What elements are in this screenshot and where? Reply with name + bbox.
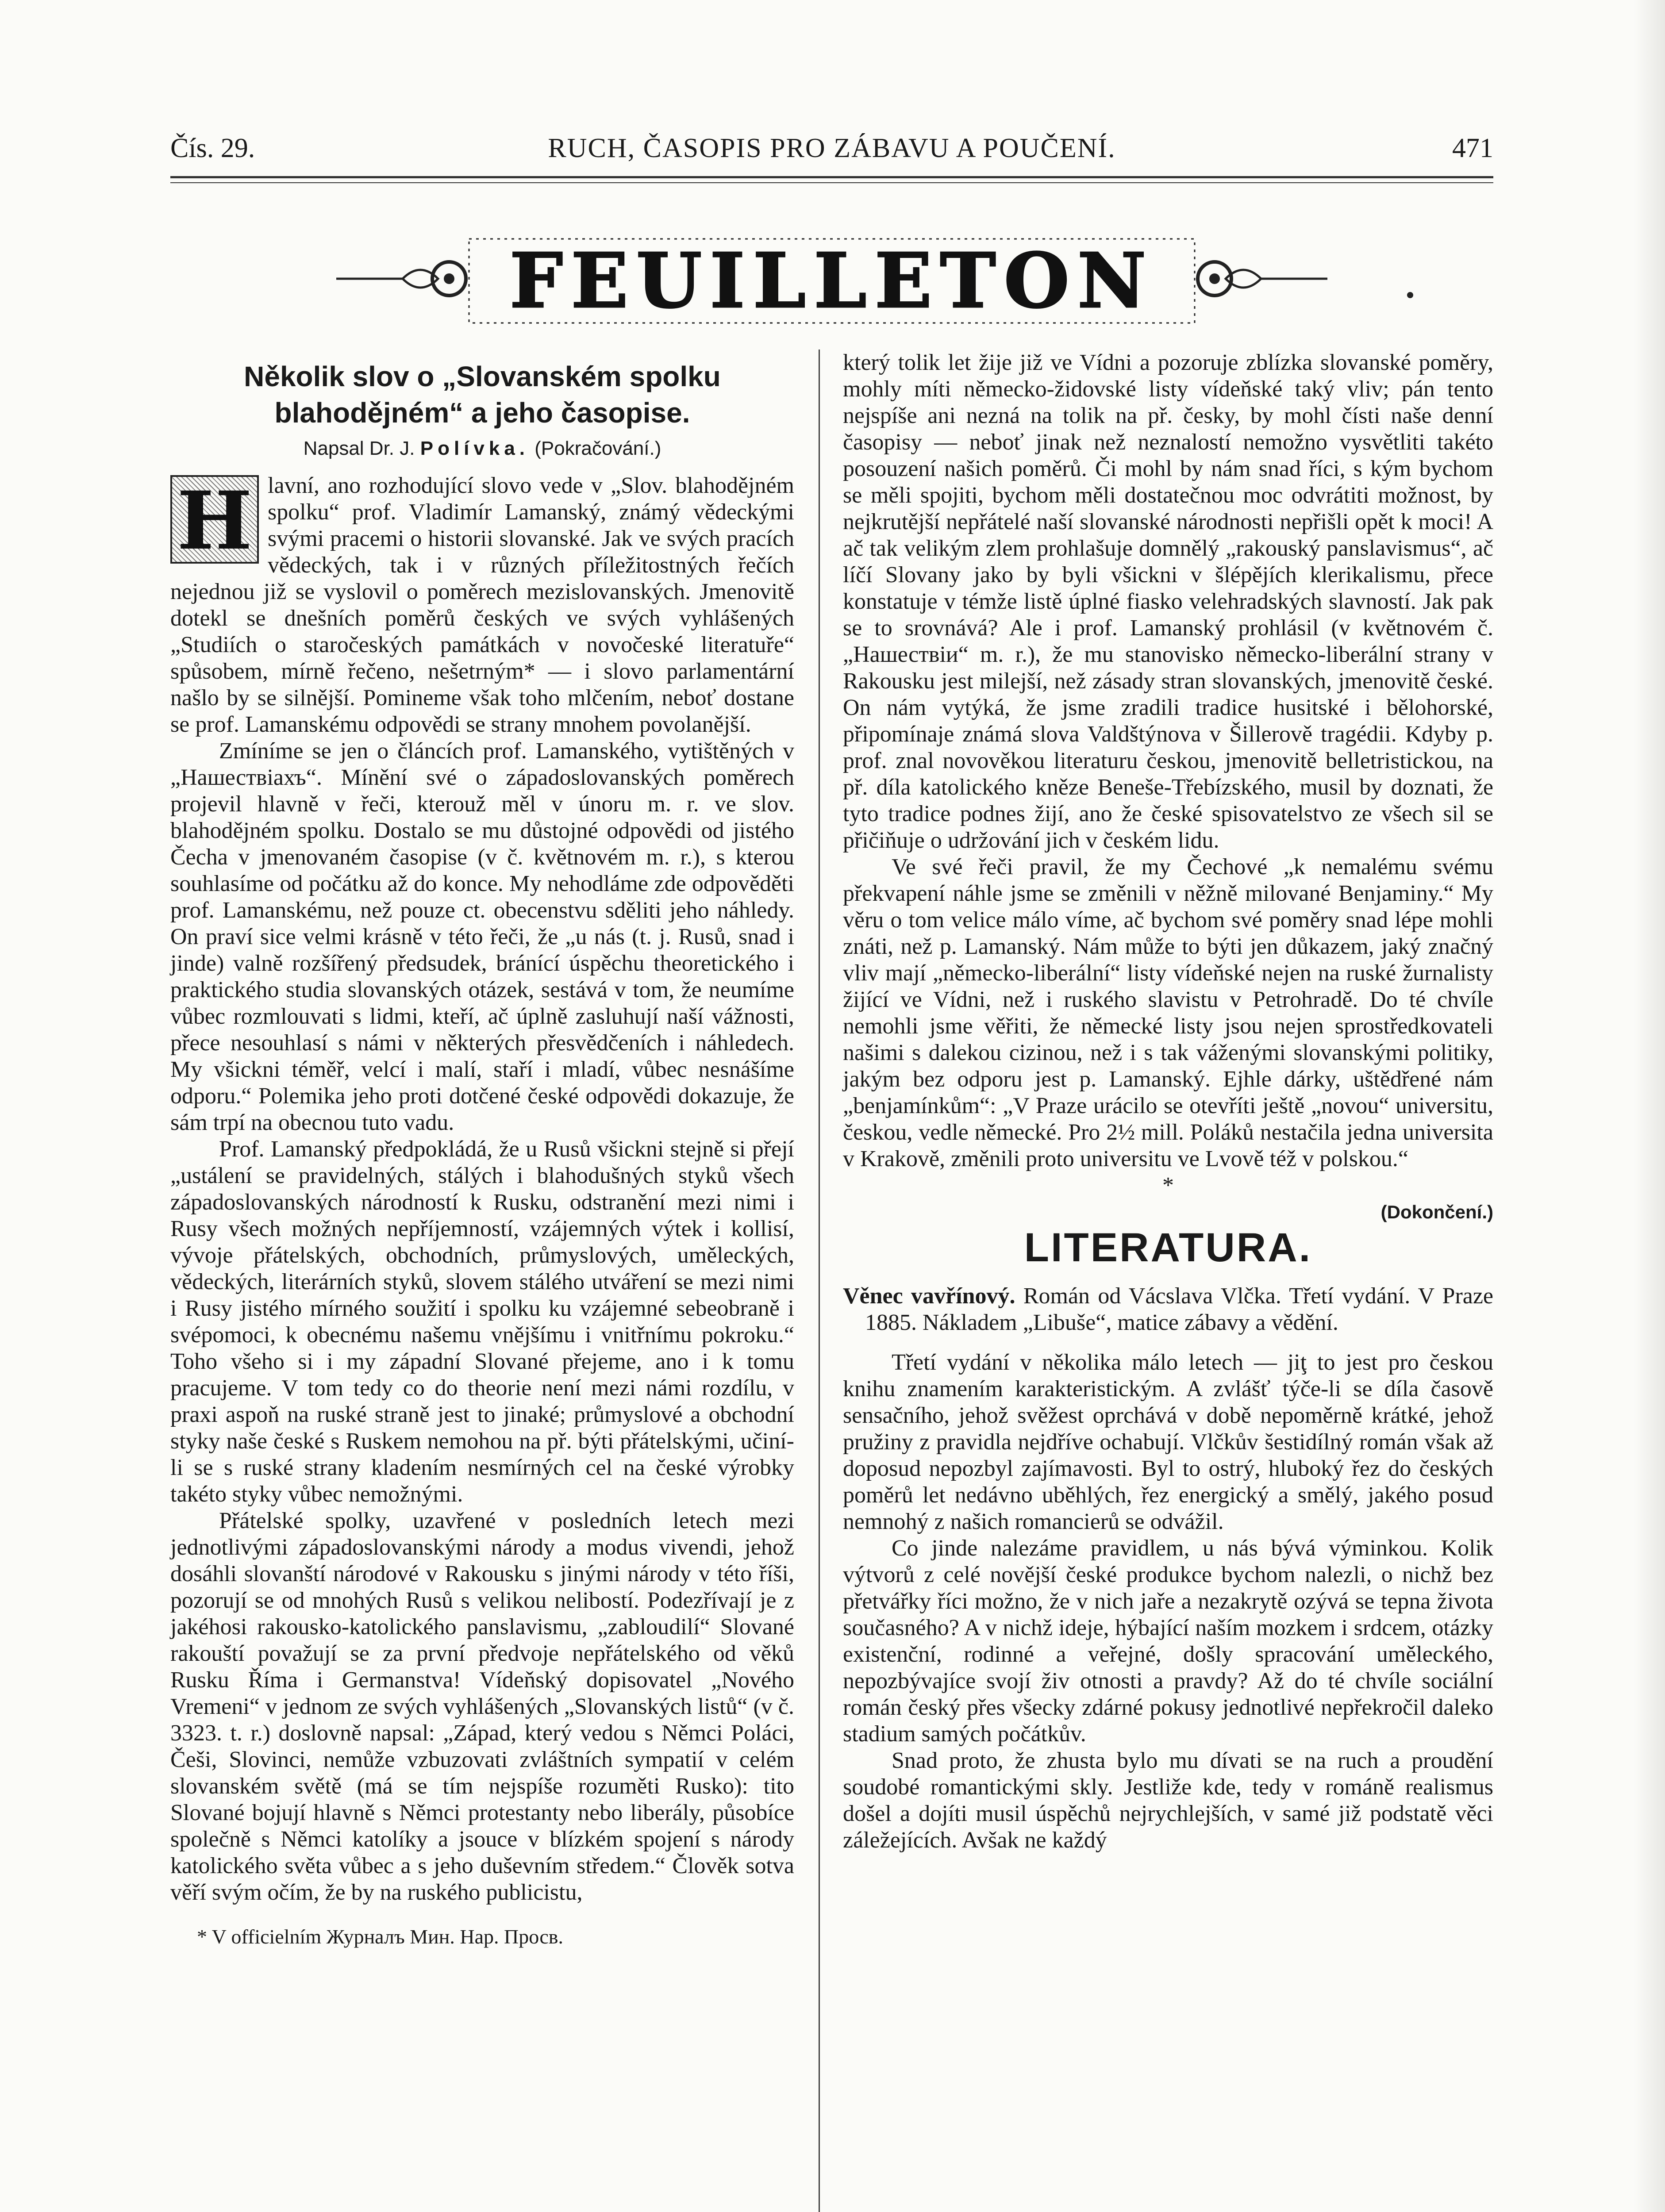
paragraph-1 (170, 472, 794, 738)
dropcap (170, 474, 259, 568)
author-name: Polívka. (420, 438, 530, 459)
right-column (843, 349, 1493, 1854)
page-number: 471 (1452, 133, 1493, 163)
book-entry (843, 1283, 1493, 1336)
journal-title: RUCH, ČASOPIS PRO ZÁBAVU A POUČENÍ. (548, 133, 1116, 163)
section-heading-literatura: LITERATURA. (1024, 1225, 1312, 1270)
paragraph-8: Co jinde nalezáme pravidlem, u nás bývá výminkou. Kolik výtvorů z celé novější české produkce bychom nalezli, o nichž bez přetvářky říci možno, že v nich jaře a nezakrytě ozývá se tepna života současného? A v nichž ideje, hýbající naším mozkem i srdcem, otázky existenční, rodinné a veřejné, došly spracování uměleckého, nepozbývajíce svojí živ otnosti a pravdy? Až do té chvíle sociální román český přes všecky zdárné pokusy jednotlivé nepřekročil daleko stadium samých počátkův. (843, 1536, 1493, 1747)
paragraph-5: který tolik let žije již ve Vídni a pozoruje zblízka slovanské poměry, mohly míti německo-židovské listy vídeňské taký vliv; pán tento nejspíše ani nezná na tolik na př. česky, by mohl čísti naše denní časopisy — neboť jinak než neznalostí nemožno vysvětliti takéto posouzení našich poměrů. Či mohl by nám snad říci, s kým bychom se měli spojiti, bychom měli dostatečnou moc odvrátiti možnost, by nejkrutější nepřátelé naší slovanské národnosti nepřišli opět k moci! A ač tak velikým zlem prohlašuje domnělý „rakouský panslavismus“, ač líčí Slovany jako by byli všickni v šlépějích klerikalismu, přece konstatuje v témže listě úplné fiasko velehradských slavností. Jak pak se to srovnává? Ale i prof. Lamanský prohlásil (v květnovém č. „Нашествіи“ m. r.), že mu stanovisko německo-liberální strany v Rakousku jest milejší, než zásady stran slovanských, jmenovitě české. On nám vytýká, že jsme zradili tradice husitské i bělohorské, připomínaje známá slova Valdštýnova v Šillerově tragédii. Kdyby p. prof. znal novověkou literaturu českou, jmenovitě belletristickou, na př. díla katolického kněze Beneše-Třebízského, musil by doznati, že tyto tradice podnes žijí, ano že české spisovatelstvo ze všech sil se přičiňuje o udržování jich v českém lidu. (843, 350, 1493, 853)
footnote: * V officielním Журналъ Мин. Нар. Просв. (197, 1925, 564, 1948)
feuilleton-banner (336, 221, 1327, 341)
header-rule (170, 176, 1493, 178)
paragraph-2: Zmíníme se jen o článcích prof. Lamanského, vytištěných v „Нашествіахъ“. Mínění své o západoslovanských poměrech projevil hlavně v řeči, kterouž měl v únoru m. r. ve slov. blahodějném spolku. Dostalo se mu důstojné odpovědi od jistého Čecha v jmenovaném časopise (v č. květnovém m. r.), s kterou souhlasíme od počátku až do konce. My nehodláme zde odpověděti prof. Lamanskému, než pouze ct. obecenstvu sděliti jeho náhledy. On praví sice velmi krásně v této řeči, že „u nás (t. j. Rusů, snad i jinde) valně rozšířený předsudek, bránící úspěchu theoretického i praktického studia slovanských otázek, sestává v tom, že neumíme vůbec rozmlouvati s lidmi, kteří, ač úplně zasluhují naší vážnosti, přece nesouhlasí s námi v některých přesvědčeních i náhledech. My všickni téměř, velcí i malí, staří i mladí, vůbec nesnášíme odporu.“ Polemika jeho proti dotčené české odpovědi dokazuje, že sám trpí na obecnou tuto vadu. (170, 738, 794, 1135)
article-title: Několik slov o „Slovanském spolku blahodějném“ a jeho časopise. (244, 361, 721, 429)
paragraph-7: Třetí vydání v několika málo letech — jiţ to jest pro českou knihu znamením karakteristickým. A zvlášť týče-li se díla časově sensačního, jehož svěžest oprchává v době nepoměrně krátké, jehož pružiny z pravidla nejdříve ochabují. Vlčkův šestidílný román však až doposud nepozbyl zajímavosti. Byl to ostrý, hluboký řez do českých poměrů let nedávno uběhlých, řez energický a smělý, jakého posud nemnohý z našich romancierů se odvážil. (843, 1350, 1493, 1534)
paragraph-9: Snad proto, že zhusta bylo mu dívati se na ruch a proudění soudobé romantickými skly. Jestliže kde, tedy v románě realismus došel a dojíti musil úspěchů nejrychlejších, v samé již podstatě věci záležejících. Avšak ne každý (843, 1748, 1493, 1853)
paragraph-4: Přátelské spolky, uzavřené v posledních letech mezi jednotlivými západoslovanskými národy a modus vivendi, jehož dosáhli slovanští národové v Rakousku s jinými národy v této říši, pozorují se od mnohých Rusů s velikou nelibostí. Podezřívají je z jakéhosi rakousko-katolického panslavismu, „zabloudilí“ Slované rakouští považují se za první předvoje nepřátelského od věků Rusku Říma i Germanstva! Vídeňský dopisovatel „Nového Vremeni“ v jednom ze svých vyhlášených „Slovanských listů“ (v č. 3323. t. r.) doslovně napsal: „Západ, který vedou s Němci Poláci, Češi, Slovinci, nemůže vzbuzovati zvláštních sympatií v celém slovanském světě (má se tím nejspíše rozuměti Rusko): tito Slované bojují hlavně s Němci protestanty nebo liberály, působíce společně s Němci katolíky a jsouce v blízkém spojení s národy katolického světa vůbec a s jeho duševním středem.“ Člověk sotva věří svým očím, že by na ruského publicistu, (170, 1508, 794, 1905)
left-column (170, 341, 794, 1950)
book-title: Věnec vavřínový. (843, 1283, 1015, 1309)
issue-number: Čís. 29. (170, 133, 255, 163)
scan-edge (1634, 0, 1665, 2212)
to-be-continued: (Dokončení.) (1380, 1202, 1493, 1222)
book-info: Román od Vácslava Vlčka. Třetí vydání. V Praze 1885. Nákladem „Libuše“, matice zábavy a vědění. (865, 1283, 1494, 1335)
separator-star: * (1162, 1173, 1174, 1198)
stray-mark (1407, 292, 1413, 298)
paragraph-1-text: lavní, ano rozhodující slovo vede v „Slov. blahodějném spolku“ prof. Vladimír Lamanský, známý vědeckými svými pracemi o historii slovanské. Jak ve svých pracích vědeckých, tak i v různých příležitostných řečích nejednou již se vyslovil o poměrech mezislovanských. Jmenovitě dotekl se dnešních poměrů českých ve svých vyhlášených „Studiích o staročeských památkách v novočeské literatuře“ spůsobem, mírně řečeno, nešetrným* — i slovo parlamentární našlo by se silnější. Pomineme však toho mlčením, neboť dostane se prof. Lamanskému odpovědi se strany mnohem povolanější. (170, 473, 794, 737)
running-header (170, 128, 1493, 168)
paragraph-3: Prof. Lamanský předpokládá, že u Rusů všickni stejně si přejí „ustálení se pravidelných, stálých i blahodušných styků všech západoslovanských národností k Rusku, odstranění mezi nimi i Rusy všech možných nepříjemností, vzájemných výtek i kollisí, vývoje přátelských, obchodních, průmyslových, uměleckých, vědeckých, literárních styků, slovem stálého utváření se mezi nimi i Rusy jistého mírného soužití i spolku ku vzájemné sebeobraně i svépomoci, k obecnému našemu vnějšímu i vnitřnímu pokroku.“ Toho všeho si i my západní Slované přejeme, ano i k tomu pracujeme. V tom tedy co do theorie není mezi námi rozdílu, v praxi aspoň na ruské straně jest to jinaké; průmyslové a obchodní styky naše české s Ruskem nemohou na př. býti přátelskými, učiní-li se s ruské strany kladením nesmírných cel na české výrobky takéto styky vůbec nemožnými. (170, 1137, 794, 1507)
byline-suffix: (Pokračování.) (534, 438, 661, 459)
header-rule-thin (170, 182, 1493, 183)
dropcap-letter: H (177, 474, 253, 568)
byline (170, 435, 794, 462)
column-divider (819, 349, 820, 2212)
banner-title: FEUILLETON (509, 237, 1154, 325)
paragraph-6: Ve své řeči pravil, že my Čechové „k nemalému svému překvapení náhle jsme se změnili v něžně milované Benjaminy.“ My věru o tom velice málo víme, ač bychom své poměry snad lépe mohli znáti, než p. Lamanský. Nám může to býti jen důkazem, jaký značný vliv mají „německo-liberální“ listy vídeňské nejen na ruské žurnalisty žijící ve Vídni, než i ruského slavistu v Petrohradě. Do té chvíle nemohli jsme věřiti, že německé listy jsou nejen sprostředkovateli našimi s dalekou cizinou, než i s tak váženými slovanskými politiky, jakým bez odporu jest p. Lamanský. Ejhle dárky, uštědřené nám „benjamínkům“: „V Praze urácilo se otevříti ještě „novou“ universitu, českou, vedle německé. Pro 2½ mill. Poláků nestačila jedna universita v Krakově, změnili proto universitu ve Lvově též v polskou.“ (843, 854, 1493, 1171)
byline-prefix: Napsal Dr. J. (303, 438, 415, 459)
